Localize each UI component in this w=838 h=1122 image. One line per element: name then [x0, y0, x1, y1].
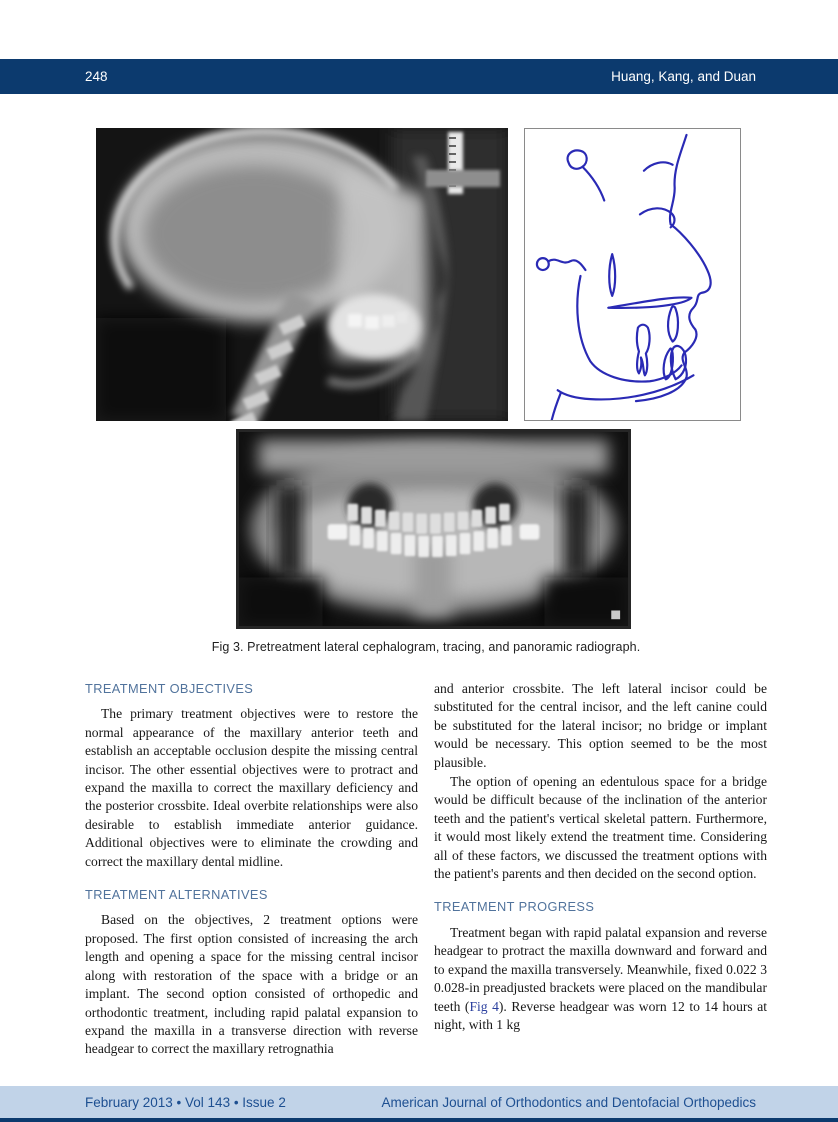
footer-journal-name: American Journal of Orthodontics and Dentofacial Orthopedics — [381, 1094, 756, 1110]
section-heading-treatment-objectives: TREATMENT OBJECTIVES — [85, 681, 254, 696]
footer-issue-info: February 2013 • Vol 143 • Issue 2 — [85, 1094, 286, 1110]
paragraph-treatment-objectives: The primary treatment objectives were to restore the normal appearance of the maxillary anterior teeth and establish an acceptable occlusion despite the missing central incisor. The other essential objectives were to protract and expand the maxilla to correct the maxillary deficiency and the posterior crossbite. Ideal overbite relationships were also desirable to establish immediate anterior guidance. Additional objectives were to eliminate the crowding and correct the maxillary dental midline. — [85, 706, 418, 869]
lateral-cephalogram-image — [96, 128, 508, 421]
paragraph-treatment-alternatives: Based on the objectives, 2 treatment options were proposed. The first option consisted of increasing the arch length and opening a space for the missing central incisor along with restoration of the space with a bridge or an implant. The second option consisted of orthopedic and orthodontic treatment, including rapid palatal expansion to expand the maxilla in a transverse direction with reverse headgear to correct the maxillary retrognathia — [85, 912, 418, 1057]
progress-text-before-link: Treatment began with rapid palatal expansion and reverse headgear to protract the maxilla downward and forward and to expand the maxilla transversely. Meanwhile, fixed 0.022 3 0.028-in preadjusted brackets were placed on the mandibular teeth ( — [434, 924, 767, 1014]
running-head-authors: Huang, Kang, and Duan — [611, 69, 756, 84]
progress-text-after-link: ). Reverse headgear was worn 12 to 14 hours at night, with 1 kg — [434, 998, 767, 1032]
figure-caption: Fig 3. Pretreatment lateral cephalogram, tracing, and panoramic radiograph. — [211, 640, 641, 654]
paragraph-treatment-progress — [434, 924, 767, 1034]
left-column — [85, 680, 418, 1060]
cephalometric-tracing-image — [524, 128, 741, 421]
paragraph-alternatives-continuation: and anterior crossbite. The left lateral incisor could be substituted for the central incisor, and the left canine could be substituted for the lateral incisor; no bridge or implant would be necessary. This option seemed to be the most plausible. — [434, 681, 767, 770]
panoramic-radiograph-image — [236, 429, 631, 629]
section-heading-treatment-alternatives: TREATMENT ALTERNATIVES — [85, 887, 268, 903]
page-footer-bar — [0, 1086, 838, 1122]
fig4-crossref-link[interactable]: Fig 4 — [469, 998, 499, 1014]
paragraph-edentulous-option: The option of opening an edentulous space for a bridge would be difficult because of the inclination of the anterior teeth and the patient's vertical skeletal pattern. Furthermore, it would most likely extend the treatment time. Considering all of these factors, we discussed the treatment options with the patient's parents and then decided on the second option. — [434, 774, 767, 882]
article-body — [85, 680, 768, 1060]
section-heading-treatment-progress: TREATMENT PROGRESS — [434, 899, 595, 915]
page-header-bar — [0, 59, 838, 94]
page-number: 248 — [85, 69, 108, 84]
right-column — [434, 680, 767, 1060]
